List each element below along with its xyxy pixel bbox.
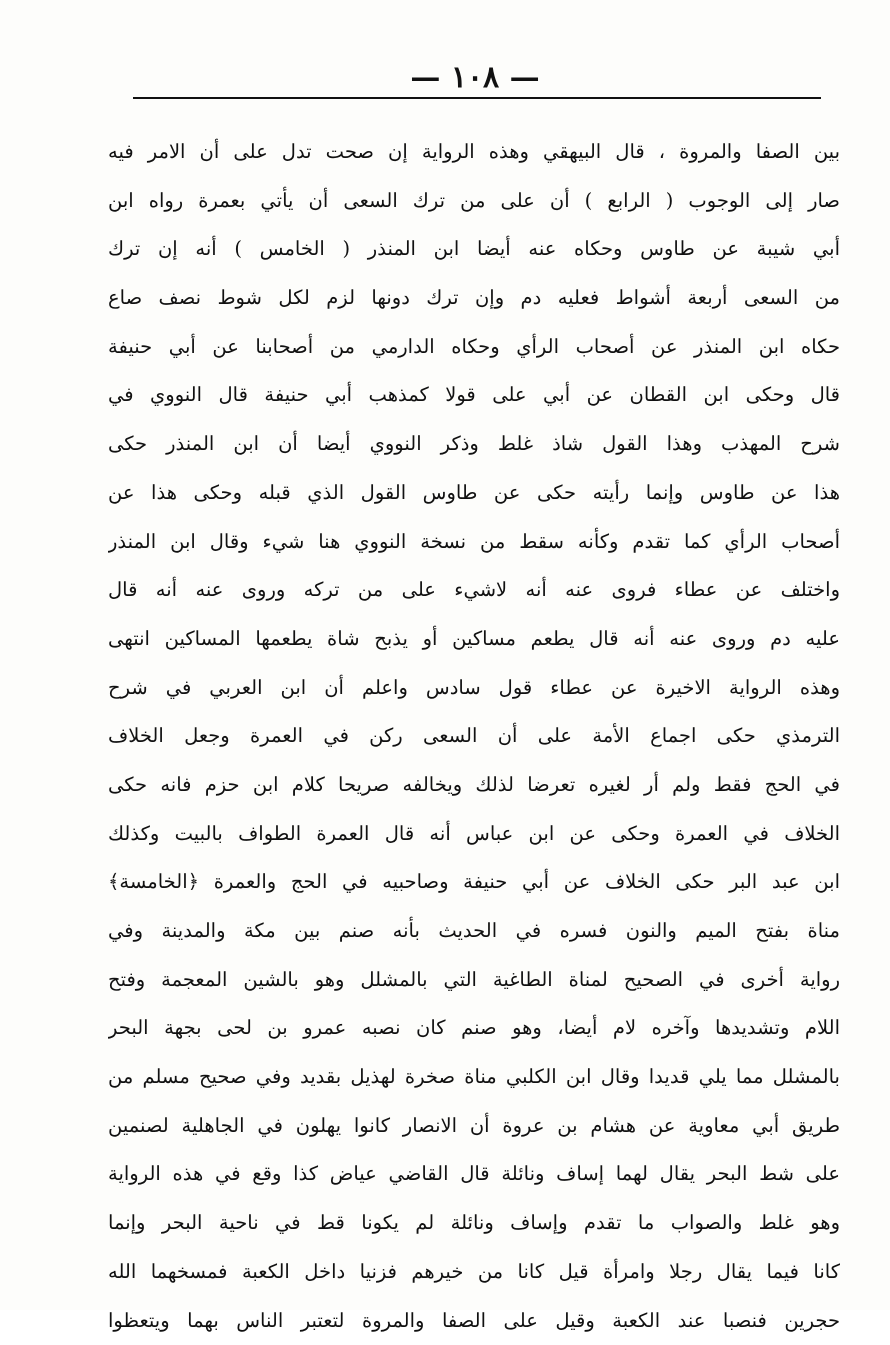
- text-line: حجرين فنصبا عند الكعبة وقيل على الصفا والمروة لتعتبر الناس بهما ويتعظوا: [108, 1297, 840, 1345]
- text-line: قال وحكى ابن القطان عن أبي على قولا كمذهب أبي حنيفة قال النووي في: [108, 371, 840, 420]
- text-line: عليه دم وروى عنه أنه قال يطعم مساكين أو يذبح شاة يطعمها المساكين انتهى: [108, 615, 840, 664]
- text-line: على شط البحر يقال لهما إساف ونائلة قال القاضي عياض كذا وقع في هذه الرواية: [108, 1150, 840, 1199]
- text-line: طريق أبي معاوية عن هشام بن عروة أن الانصار كانوا يهلون في الجاهلية لصنمين: [108, 1102, 840, 1151]
- text-line: مناة بفتح الميم والنون فسره في الحديث بأنه صنم بين مكة والمدينة وفي: [108, 907, 840, 956]
- text-line: أصحاب الرأي كما تقدم وكأنه سقط من نسخة النووي هنا شيء وقال ابن المنذر: [108, 518, 840, 567]
- text-line: كانا فيما يقال رجلا وامرأة قيل كانا من خيرهم فزنيا داخل الكعبة فمسخهما الله: [108, 1248, 840, 1297]
- text-line: في الحج فقط ولم أر لغيره تعرضا لذلك ويخالفه صريحا كلام ابن حزم فانه حكى: [108, 761, 840, 810]
- page-header: [135, 58, 815, 102]
- text-line: وهو غلط والصواب ما تقدم وإساف ونائلة لم يكونا قط في ناحية البحر وإنما: [108, 1199, 840, 1248]
- page-number: — ١٠٨ —: [410, 58, 539, 98]
- text-line: حكاه ابن المنذر عن أصحاب الرأي وحكاه الدارمي من أصحابنا عن أبي حنيفة: [108, 323, 840, 372]
- body-text: [108, 128, 840, 1345]
- text-line: رواية أخرى في الصحيح لمناة الطاغية التي بالمشلل وهو بالشين المعجمة وفتح: [108, 956, 840, 1005]
- text-line: بالمشلل مما يلي قديدا وقال ابن الكلبي مناة صخرة لهذيل بقديد وفي صحيح مسلم من: [108, 1053, 840, 1102]
- text-line: الترمذي حكى اجماع الأمة على أن السعى ركن في العمرة وجعل الخلاف: [108, 712, 840, 761]
- text-line: وهذه الرواية الاخيرة عن عطاء قول سادس واعلم أن ابن العربي في شرح: [108, 664, 840, 713]
- text-line: شرح المهذب وهذا القول شاذ غلط وذكر النووي أيضا أن ابن المنذر حكى: [108, 420, 840, 469]
- text-line: واختلف عن عطاء فروى عنه أنه لاشيء على من تركه وروى عنه أنه قال: [108, 566, 840, 615]
- text-line: هذا عن طاوس وإنما رأيته حكى عن طاوس القول الذي قبله وحكى هذا عن: [108, 469, 840, 518]
- text-line: صار إلى الوجوب ( الرابع ) أن على من ترك السعى أن يأتي بعمرة رواه ابن: [108, 177, 840, 226]
- header-rule: [133, 97, 821, 99]
- text-line: من السعى أربعة أشواط فعليه دم وإن ترك دونها لزم لكل شوط نصف صاع: [108, 274, 840, 323]
- text-line: الخلاف في العمرة وحكى عن ابن عباس أنه قال العمرة الطواف بالبيت وكذلك: [108, 810, 840, 859]
- text-line: أبي شيبة عن طاوس وحكاه عنه أيضا ابن المنذر ( الخامس ) أنه إن ترك: [108, 225, 840, 274]
- text-line: ابن عبد البر حكى الخلاف عن أبي حنيفة وصاحبيه في الحج والعمرة ﴿الخامسة﴾: [108, 858, 840, 907]
- text-line: اللام وتشديدها وآخره لام أيضا، وهو صنم كان نصبه عمرو بن لحى بجهة البحر: [108, 1004, 840, 1053]
- text-line: بين الصفا والمروة ، قال البيهقي وهذه الرواية إن صحت تدل على أن الامر فيه: [108, 128, 840, 177]
